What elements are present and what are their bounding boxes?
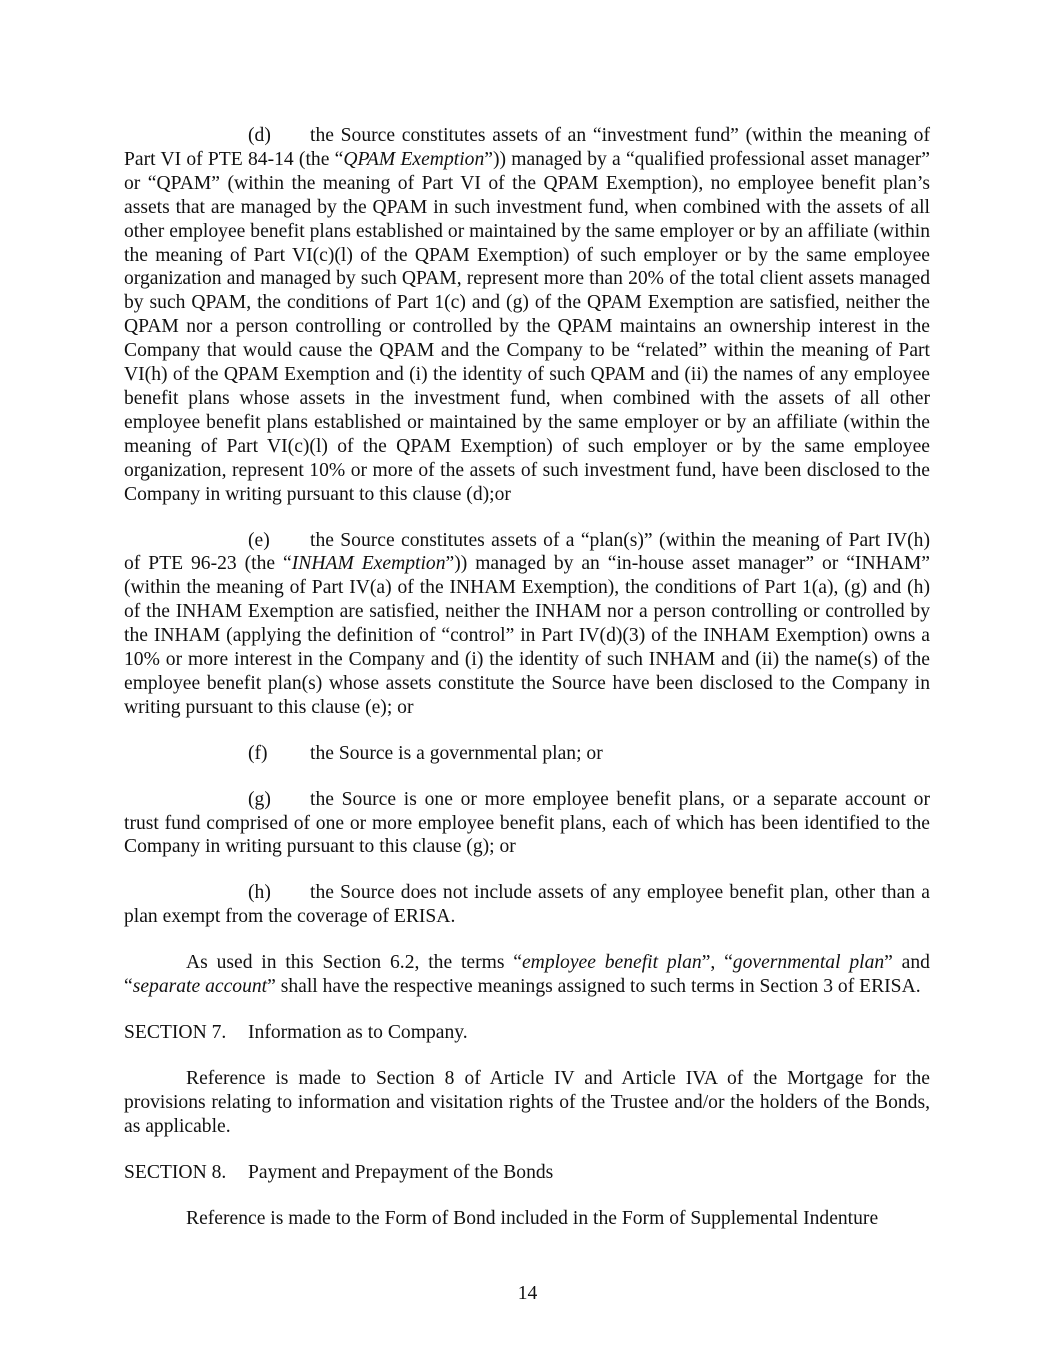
definitions-text: ” and “	[124, 952, 930, 998]
section-8-body: Reference is made to the Form of Bond included in the Form of Supplemental Indenture	[186, 1207, 879, 1229]
clause-label: (g)	[248, 788, 271, 810]
clause-text: the Source is one or more employee benefit plans, or a separate account or trust fund comprised of one or more employee benefit plans, each of which has been identified to the Company in writing pursuant to this clause (g); or	[124, 788, 930, 858]
section-title: Information as to Company.	[248, 1022, 468, 1043]
definitions-text: ”, “	[701, 952, 733, 974]
section-7-body: Reference is made to Section 8 of Article IV and Article IVA of the Mortgage for the provisions relating to information and visitation rights of the Trustee and/or the holders of the Bonds, as applicable.	[124, 1067, 930, 1137]
section-number: SECTION 7.	[124, 1022, 227, 1043]
clause-text: the Source constitutes assets of an “investment fund” (within the meaning of Part VI of PTE 84-14 (the “	[124, 125, 930, 170]
clause-e	[124, 529, 930, 720]
clause-label: (f)	[248, 742, 268, 764]
clause-text: the Source does not include assets of any employee benefit plan, other than a plan exempt from the coverage of ERISA.	[124, 882, 930, 928]
definitions-paragraph	[124, 951, 930, 999]
section-title: Payment and Prepayment of the Bonds	[248, 1161, 554, 1183]
defined-term: employee benefit plan	[521, 952, 702, 974]
clause-d	[124, 124, 930, 507]
clause-h	[124, 881, 930, 929]
clause-label: (e)	[248, 529, 270, 551]
clause-text: the Source constitutes assets of a “plan(s)” (within the meaning of Part IV(h) of PTE 96-23 (the “	[124, 529, 930, 575]
defined-term: INHAM Exemption	[291, 553, 446, 575]
page-number: 14	[517, 1283, 538, 1304]
document-page	[124, 124, 930, 1252]
definitions-text: As used in this Section 6.2, the terms “	[186, 952, 522, 974]
clause-f	[124, 742, 930, 766]
clause-text: ”)) managed by a “qualified professional asset manager” or “QPAM” (within the meaning of Part VI of the QPAM Exemption), no employee benefit plan’s assets that are managed by the QPAM in such investment fund, when combined with the assets of all other employee benefit plans established or maintained by the same employer or by an affiliate (within the meaning of Part VI(c)(l) of the QPAM Exemption) of such employer or by the same employee organization and managed by such QPAM, represent more than 20% of the total client assets managed by such QPAM, the conditions of Part 1(c) and (g) of the QPAM Exemption are satisfied, neither the QPAM nor a person controlling or controlled by the QPAM maintains an ownership interest in the Company that would cause the QPAM and the Company to be “related” within the meaning of Part VI(h) of the QPAM Exemption and (i) the identity of such QPAM and (ii) the names of any employee benefit plans whose assets in the investment fund, when combined with the assets of all other employee benefit plans established or maintained by the same employer or by an affiliate (within the meaning of Part VI(c)(l) of the QPAM Exemption) of such employer or by the same employee organization, represent 10% or more of the assets of such investment fund, have been disclosed to the Company in writing pursuant to this clause (d);or	[124, 148, 930, 505]
section-7-heading	[124, 1021, 930, 1045]
clause-g	[124, 788, 930, 860]
section-8-heading	[124, 1161, 930, 1185]
defined-term: QPAM Exemption	[343, 148, 485, 170]
clause-label: (h)	[248, 882, 271, 904]
definitions-text: ” shall have the respective meanings assigned to such terms in Section 3 of ERISA.	[267, 976, 921, 998]
clause-text: ”)) managed by an “in-house asset manager” or “INHAM” (within the meaning of Part IV(a) of the INHAM Exemption), the conditions of Part 1(a), (g) and (h) of the INHAM Exemption are satisfied, neither the INHAM nor a person controlling or controlled by the INHAM (applying the definition of “control” in Part IV(d)(3) of the INHAM Exemption) owns a 10% or more interest in the Company and (i) the identity of such INHAM and (ii) the name(s) of the employee benefit plan(s) whose assets constitute the Source have been disclosed to the Company in writing pursuant to this clause (e); or	[124, 553, 931, 718]
defined-term: separate account	[132, 976, 268, 998]
section-number: SECTION 8.	[124, 1161, 227, 1183]
clause-label: (d)	[248, 125, 271, 146]
defined-term: governmental plan	[732, 952, 885, 974]
clause-text: the Source is a governmental plan; or	[310, 742, 603, 764]
